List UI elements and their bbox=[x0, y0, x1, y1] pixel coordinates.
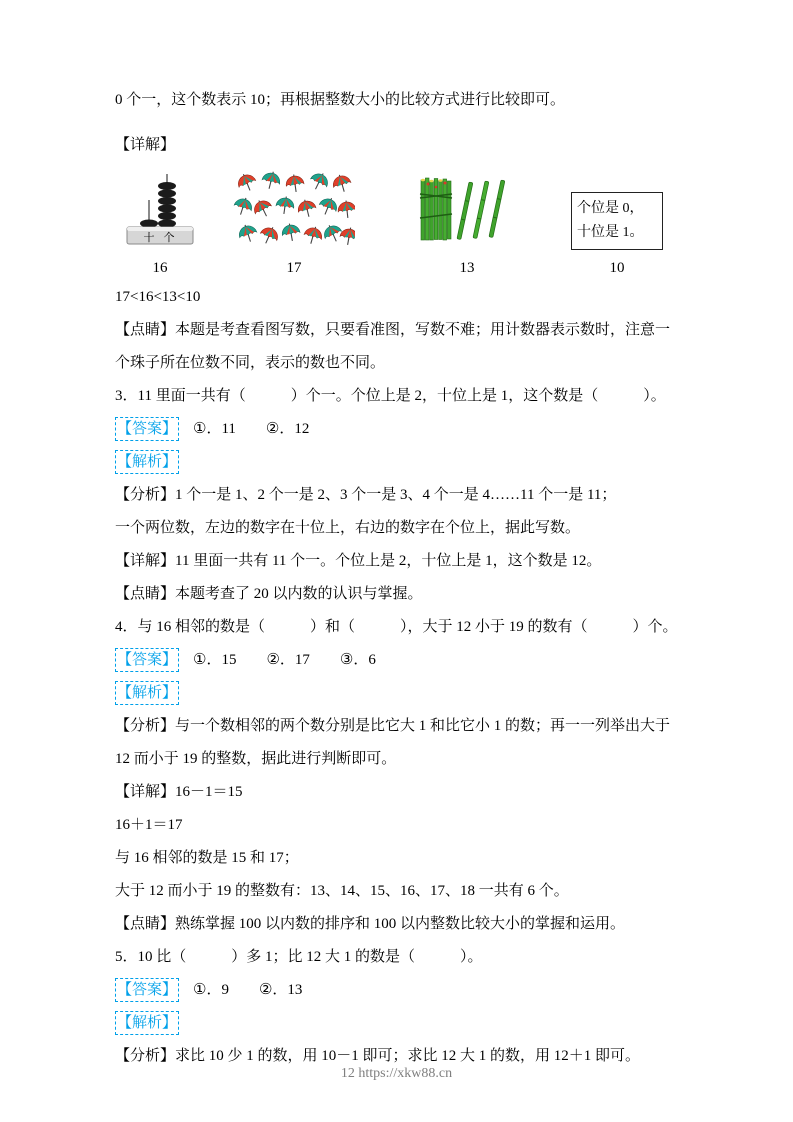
umbrella-icon bbox=[275, 195, 295, 215]
q5-answer: ①．9 ②．13 bbox=[193, 982, 303, 998]
umbrella-icon bbox=[258, 224, 282, 247]
q4-detail2: 16＋1＝17 bbox=[115, 817, 183, 833]
umbrella-icon bbox=[337, 200, 355, 219]
umbrella-icon bbox=[331, 172, 353, 194]
q5-answer-label: 【答案】 bbox=[115, 978, 179, 1002]
figure-counting-device bbox=[125, 170, 195, 277]
q2-intro-text: 0 个一，这个数表示 10；再根据整数大小的比较方式进行比较即可。 bbox=[115, 92, 566, 108]
counter-ones-label: 个 bbox=[163, 232, 175, 244]
page-footer: 12 https://xkw88.cn bbox=[340, 1066, 453, 1081]
umbrella-icon bbox=[302, 224, 324, 246]
q5-analysis: 【分析】求比 10 少 1 的数，用 10－1 即可；求比 12 大 1 的数，用 12＋1 即可。 bbox=[115, 1048, 641, 1064]
q4-analysis-label: 【解析】 bbox=[115, 681, 179, 705]
q4-detail3: 与 16 相邻的数是 15 和 17； bbox=[115, 850, 299, 866]
q2-comparison: 17<16<13<10 bbox=[115, 289, 201, 305]
q4-analysis: 【分析】与一个数相邻的两个数分别是比它大 1 和比它小 1 的数；再一一列举出大于 12 而小于 19 的整数，据此进行判断即可。 bbox=[115, 718, 671, 767]
q4-analysis-label-line bbox=[115, 677, 682, 710]
figure-caption-umbrellas: 17 bbox=[286, 260, 302, 276]
q2-note: 【点睛】本题是考查看图写数，只要看准图，写数不难；用计数器表示数时，注意一个珠子所在位数不同，表示的数也不同。 bbox=[115, 322, 671, 371]
q3-answer-label: 【答案】 bbox=[115, 417, 179, 441]
figure-caption-counter: 16 bbox=[152, 260, 168, 276]
umbrella-icon bbox=[317, 195, 340, 218]
umbrella-icon bbox=[339, 226, 355, 246]
q4-answer-line bbox=[115, 644, 682, 677]
page-content bbox=[115, 84, 682, 1073]
q4-answer: ①．15 ②．17 ③．6 bbox=[193, 652, 376, 668]
umbrella-icon bbox=[233, 195, 254, 217]
q3-analysis2: 一个两位数，左边的数字在十位上，右边的数字在个位上，据此写数。 bbox=[115, 520, 581, 536]
q3-detail: 【详解】11 里面一共有 11 个一。个位上是 2，十位上是 1，这个数是 12。 bbox=[115, 553, 602, 569]
q4-answer-label: 【答案】 bbox=[115, 648, 179, 672]
q2-detail-label: 【详解】 bbox=[115, 137, 176, 153]
q4-question: 4．与 16 相邻的数是（ ）和（ ），大于 12 小于 19 的数有（ ）个。 bbox=[115, 619, 678, 635]
notebox-line2: 十位是 1。 bbox=[577, 225, 644, 240]
q5-answer-line bbox=[115, 974, 682, 1007]
place-value-notebox bbox=[571, 192, 663, 250]
figure-notebox bbox=[571, 192, 663, 277]
q5-analysis-label-line bbox=[115, 1007, 682, 1040]
figure-sticks bbox=[419, 170, 515, 277]
umbrellas-icon bbox=[233, 170, 355, 250]
counting-device-icon bbox=[125, 170, 195, 250]
figure-caption-notebox: 10 bbox=[609, 260, 625, 276]
umbrella-icon bbox=[280, 222, 301, 242]
single-sticks bbox=[457, 180, 505, 240]
notebox-line1: 个位是 0， bbox=[577, 201, 644, 216]
q4-detail4: 大于 12 而小于 19 的整数有：13、14、15、16、17、18 一共有 6 个。 bbox=[115, 883, 569, 899]
figure-caption-sticks: 13 bbox=[459, 260, 475, 276]
umbrella-icon bbox=[260, 170, 282, 191]
umbrella-icon bbox=[251, 197, 275, 221]
q4-note: 【点睛】熟练掌握 100 以内数的排序和 100 以内整数比较大小的掌握和运用。 bbox=[115, 916, 626, 932]
q3-analysis1: 【分析】1 个一是 1、2 个一是 2、3 个一是 3、4 个一是 4……11 个一是 11； bbox=[115, 487, 617, 503]
q5-analysis-label: 【解析】 bbox=[115, 1011, 179, 1035]
umbrella-icon bbox=[285, 173, 305, 193]
q3-analysis-label: 【解析】 bbox=[115, 450, 179, 474]
q3-analysis-label-line bbox=[115, 446, 682, 479]
stick-bundle bbox=[420, 178, 452, 240]
q3-question: 3．11 里面一共有（ ）个一。个位上是 2，十位上是 1，这个数是（ ）。 bbox=[115, 388, 666, 404]
umbrella-icon bbox=[307, 170, 331, 193]
q3-answer-line bbox=[115, 413, 682, 446]
sticks-icon bbox=[419, 170, 515, 250]
q3-note: 【点睛】本题考查了 20 以内数的认识与掌握。 bbox=[115, 586, 423, 602]
umbrella-icon bbox=[235, 171, 258, 194]
q2-figures-row bbox=[125, 170, 682, 277]
counter-tens-label: 十 bbox=[143, 232, 155, 244]
umbrella-icon bbox=[296, 198, 318, 219]
figure-umbrellas bbox=[233, 170, 355, 277]
q5-question: 5．10 比（ ）多 1；比 12 大 1 的数是（ ）。 bbox=[115, 949, 483, 965]
umbrella-icon bbox=[237, 222, 260, 244]
q3-answer: ①．11 ②．12 bbox=[193, 421, 310, 437]
q4-detail1: 【详解】16－1＝15 bbox=[115, 784, 243, 800]
